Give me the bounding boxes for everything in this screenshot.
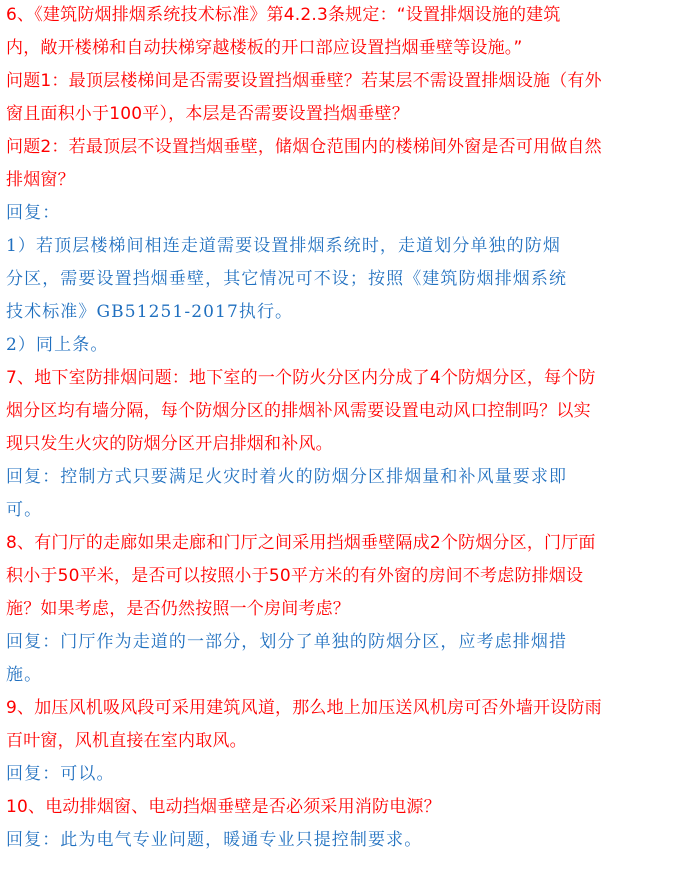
text-line: 施。 — [6, 665, 43, 685]
text-line: 回复：控制方式只要满足火灾时着火的防烟分区排烟量和补风量要求即 — [6, 467, 568, 487]
text-line: 烟分区均有墙分隔，每个防烟分区的排烟补风需要设置电动风口控制吗？以实 — [6, 401, 591, 421]
text-line: 问题2：若最顶层不设置挡烟垂壁，储烟仓范围内的楼梯间外窗是否可用做自然 — [6, 137, 602, 157]
text-line: 分区，需要设置挡烟垂壁，其它情况可不设；按照《建筑防烟排烟系统 — [6, 269, 568, 289]
text-line: 8、有门厅的走廊如果走廊和门厅之间采用挡烟垂壁隔成2个防烟分区，门厅面 — [6, 533, 596, 553]
text-line: 10、电动排烟窗、电动挡烟垂壁是否必须采用消防电源？ — [6, 797, 441, 817]
text-line: 回复：可以。 — [6, 764, 115, 784]
text-line: 问题1：最顶层楼梯间是否需要设置挡烟垂壁？若某层不需设置排烟设施（有外 — [6, 71, 602, 91]
text-line: 7、地下室防排烟问题：地下室的一个防火分区内分成了4个防烟分区，每个防 — [6, 368, 596, 388]
text-line: 可。 — [6, 500, 43, 520]
text-line: 回复：门厅作为走道的一部分，划分了单独的防烟分区，应考虑排烟措 — [6, 632, 568, 652]
text-line: 施？如果考虑，是否仍然按照一个房间考虑？ — [6, 599, 350, 619]
text-line: 百叶窗，风机直接在室内取风。 — [6, 731, 247, 751]
text-line: 内，敞开楼梯和自动扶梯穿越楼板的开口部应设置挡烟垂壁等设施。” — [6, 38, 523, 58]
text-line: 1）若顶层楼梯间相连走道需要设置排烟系统时，走道划分单独的防烟 — [6, 236, 561, 256]
text-line: 排烟窗？ — [6, 170, 75, 190]
text-line: 窗且面积小于100平），本层是否需要设置挡烟垂壁？ — [6, 104, 409, 124]
text-line: 积小于50平米，是否可以按照小于50平方米的有外窗的房间不考虑防排烟设 — [6, 566, 584, 586]
text-line: 回复： — [6, 203, 61, 223]
text-line: 回复：此为电气专业问题，暖通专业只提控制要求。 — [6, 830, 423, 850]
text-line: 2）同上条。 — [6, 335, 109, 355]
text-line: 9、加压风机吸风段可采用建筑风道，那么地上加压送风机房可否外墙开设防雨 — [6, 698, 602, 718]
text-line: 6、《建筑防烟排烟系统技术标准》第4.2.3条规定：“设置排烟设施的建筑 — [6, 5, 561, 25]
text-line: 现只发生火灾的防烟分区开启排烟和补风。 — [6, 434, 333, 454]
text-line: 技术标准》GB51251-2017执行。 — [6, 302, 294, 322]
